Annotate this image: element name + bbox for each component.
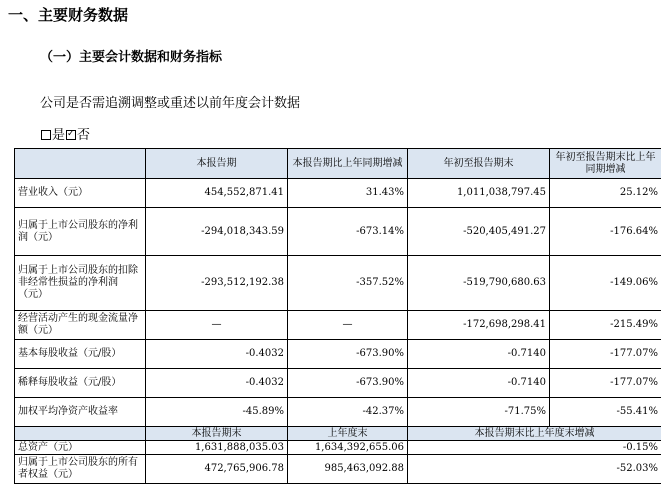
row-label: 总资产（元） (15, 441, 146, 455)
value-cell: -0.4032 (146, 340, 288, 369)
yes-option-label: 是 (52, 128, 65, 143)
value-cell: 25.12% (550, 179, 661, 208)
value-cell: -176.64% (550, 208, 661, 256)
value-cell: -71.75% (408, 398, 550, 427)
table1-header-cell: 本报告期 (146, 149, 288, 179)
value-cell: -177.07% (550, 369, 661, 398)
value-cell: -0.4032 (146, 369, 288, 398)
row-label: 加权平均净资产收益率 (15, 398, 146, 427)
value-cell: -45.89% (146, 398, 288, 427)
value-cell: -0.15% (408, 441, 661, 455)
row-label: 归属于上市公司股东的净利润（元） (15, 208, 146, 256)
value-cell: -673.90% (288, 340, 408, 369)
value-cell: 1,634,392,655.06 (288, 441, 408, 455)
table1-row (15, 369, 661, 398)
table1-row (15, 340, 661, 369)
value-cell: 31.43% (288, 179, 408, 208)
value-cell: — (146, 311, 288, 340)
value-cell: -42.37% (288, 398, 408, 427)
value-cell: 472,765,906.78 (146, 455, 288, 484)
row-label: 营业收入（元） (15, 179, 146, 208)
table1-row (15, 311, 661, 340)
value-cell: — (288, 311, 408, 340)
table2-header-cell: 本报告期末 (146, 427, 288, 441)
table1-header-cell: 本报告期比上年同期增减 (288, 149, 408, 179)
financial-data-table (14, 148, 661, 484)
value-cell: 454,552,871.41 (146, 179, 288, 208)
value-cell: -293,512,192.38 (146, 256, 288, 311)
table2-row (15, 455, 661, 484)
value-cell: -149.06% (550, 256, 661, 311)
value-cell: -519,790,680.63 (408, 256, 550, 311)
table1-row (15, 398, 661, 427)
table2-header-row (15, 427, 661, 441)
row-label: 经营活动产生的现金流量净额（元） (15, 311, 146, 340)
value-cell: -357.52% (288, 256, 408, 311)
table1-header-cell: 年初至报告期末 (408, 149, 550, 179)
value-cell: -294,018,343.59 (146, 208, 288, 256)
row-label: 归属于上市公司股东的扣除非经常性损益的净利润（元） (15, 256, 146, 311)
restatement-question: 公司是否需追溯调整或重述以前年度会计数据 (40, 92, 300, 111)
value-cell: -172,698,298.41 (408, 311, 550, 340)
value-cell: -215.49% (550, 311, 661, 340)
table1-header-cell (15, 149, 146, 179)
value-cell: -177.07% (550, 340, 661, 369)
yes-checkbox[interactable] (41, 130, 51, 140)
no-option-label: 否 (77, 128, 90, 143)
table2-header-cell: 本报告期末比上年度末增减 (408, 427, 661, 441)
row-label: 稀释每股收益（元/股） (15, 369, 146, 398)
restatement-options (40, 124, 90, 143)
value-cell: -52.03% (408, 455, 661, 484)
value-cell: 985,463,092.88 (288, 455, 408, 484)
table2-row (15, 441, 661, 455)
table1-row (15, 179, 661, 208)
value-cell: -0.7140 (408, 340, 550, 369)
row-label: 归属于上市公司股东的所有者权益（元） (15, 455, 146, 484)
table2-header-cell (15, 427, 146, 441)
row-label: 基本每股收益（元/股） (15, 340, 146, 369)
value-cell: -55.41% (550, 398, 661, 427)
value-cell: 1,631,888,035.03 (146, 441, 288, 455)
table2-header-cell: 上年度末 (288, 427, 408, 441)
value-cell: -673.90% (288, 369, 408, 398)
subsection-heading: （一）主要会计数据和财务指标 (40, 46, 222, 65)
value-cell: -0.7140 (408, 369, 550, 398)
value-cell: 1,011,038,797.45 (408, 179, 550, 208)
table1-row (15, 256, 661, 311)
value-cell: -520,405,491.27 (408, 208, 550, 256)
no-checkbox[interactable] (66, 130, 76, 140)
value-cell: -673.14% (288, 208, 408, 256)
table1-row (15, 208, 661, 256)
section-heading: 一、主要财务数据 (8, 4, 128, 25)
table1-header-row (15, 149, 661, 179)
table1-header-cell: 年初至报告期末比上年同期增减 (550, 149, 661, 179)
